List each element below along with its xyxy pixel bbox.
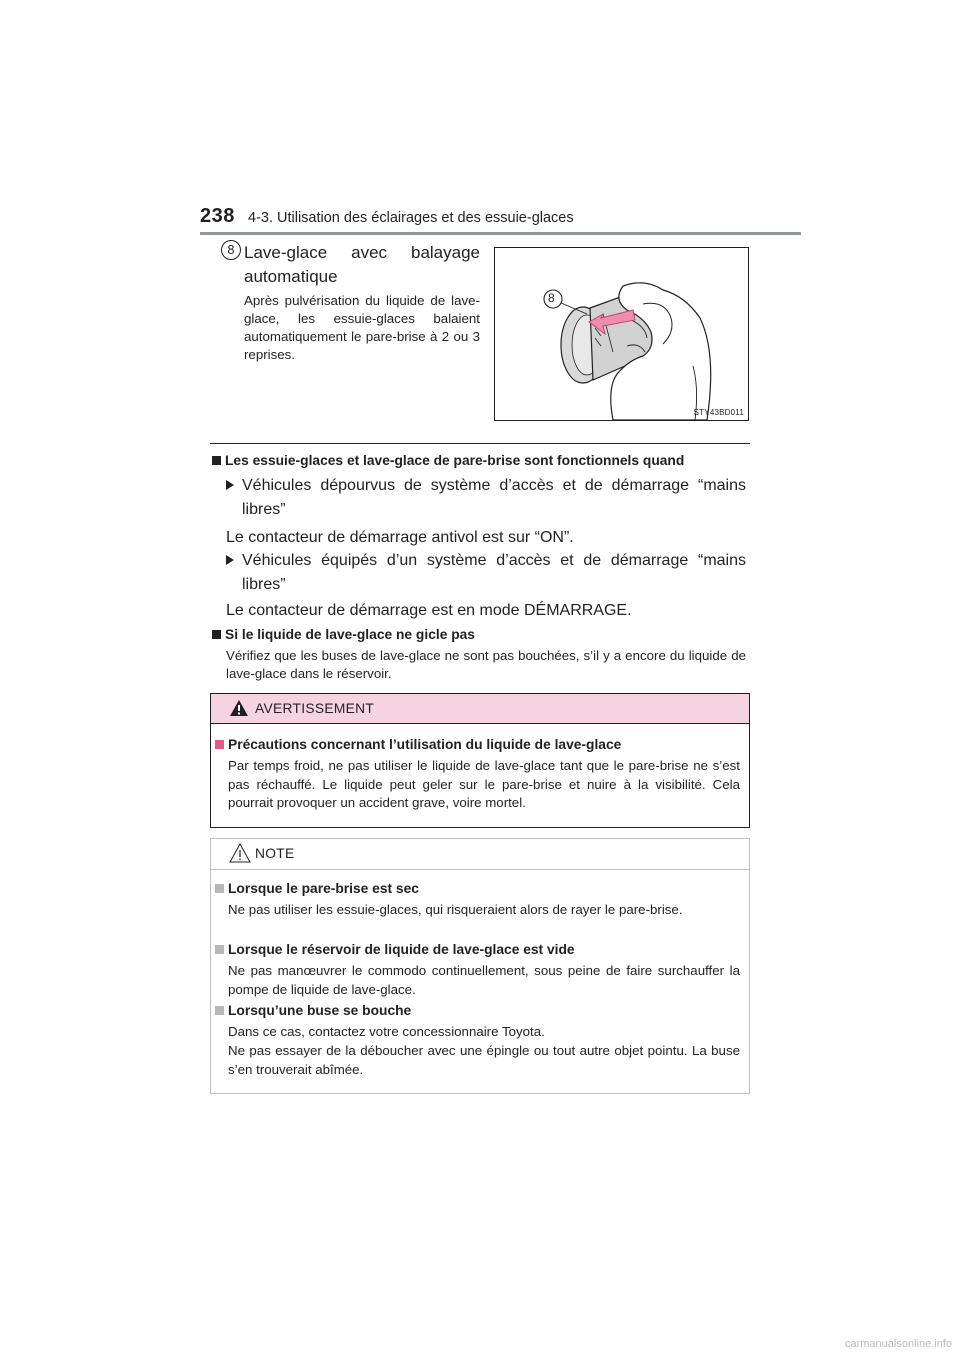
page-number: 238 — [200, 205, 235, 227]
section-body: Vérifiez que les buses de lave-glace ne sont pas bouchées, s’il y a encore du liquide de lave-glace dans le réservoir. — [226, 648, 746, 681]
bullet-item — [226, 474, 746, 522]
watermark: carmanualsonline.info — [844, 1338, 952, 1350]
note-box — [210, 838, 750, 1094]
section-heading-text: Si le liquide de lave-glace ne gicle pas — [225, 627, 475, 642]
chapter-title: 4-3. Utilisation des éclairages et des essuie-glaces — [248, 210, 574, 226]
note-heading-text: Lorsqu’une buse se bouche — [228, 1003, 412, 1018]
square-bullet-icon — [215, 884, 224, 893]
section-heading-text: Les essuie-glaces et lave-glace de pare-brise sont fonctionnels quand — [225, 453, 685, 468]
warning-text: Par temps froid, ne pas utiliser le liquide de lave-glace tant que le pare-brise ne s’est pas réchauffé. Le liquide peut geler sur le pare-brise et nuire à la visibilité. Cela pourrait provoquer un accident grave, voire mortel. — [228, 758, 740, 810]
figure-callout-number: 8 — [548, 291, 555, 305]
note-item-text: Ne pas utiliser les essuie-glaces, qui risqueraient alors de rayer le pare-brise. — [228, 902, 683, 917]
warning-box — [210, 693, 750, 828]
warning-heading-text: Précautions concernant l’utilisation du liquide de lave-glace — [228, 737, 622, 752]
square-bullet-icon — [212, 630, 221, 639]
section-heading — [212, 453, 684, 468]
wiper-lever-illustration — [494, 247, 749, 421]
header-rule — [200, 232, 801, 235]
warning-header — [211, 694, 749, 724]
note-item-text: Ne pas essayer de la déboucher avec une épingle ou tout autre objet pointu. La buse s’en trouverait abîmée. — [228, 1043, 740, 1077]
note-header — [211, 839, 749, 870]
note-item-heading — [215, 881, 419, 896]
note-item-heading — [215, 1003, 411, 1018]
triangle-bullet-icon — [226, 480, 234, 490]
warning-heading — [215, 737, 621, 752]
feature-description: Après pulvérisation du liquide de lave-glace, les essuie-glaces balaient automatiquement le pare-brise à 2 ou 3 reprises. — [244, 293, 480, 362]
feature-title-line2: automatique — [244, 267, 338, 286]
body-text: Le contacteur de démarrage est en mode DÉMARRAGE. — [226, 602, 632, 619]
square-bullet-icon — [215, 1006, 224, 1015]
feature-title-line1: Lave-glace avec balayage — [244, 243, 480, 262]
caution-triangle-icon — [229, 843, 251, 863]
feature-number-badge: 8 — [221, 240, 241, 260]
note-item-text: Dans ce cas, contactez votre concessionnaire Toyota. — [228, 1024, 545, 1039]
lever-drawing — [495, 248, 748, 420]
warning-label: AVERTISSEMENT — [255, 701, 375, 716]
bullet-text: Véhicules équipés d’un système d’accès et de démarrage “mains libres” — [242, 552, 746, 593]
body-text: Le contacteur de démarrage antivol est sur “ON”. — [226, 529, 574, 546]
note-heading-text: Lorsque le pare-brise est sec — [228, 881, 419, 896]
warning-triangle-icon — [229, 699, 249, 717]
section-divider — [210, 443, 750, 444]
figure-code: STY43BD011 — [693, 408, 744, 417]
triangle-bullet-icon — [226, 555, 234, 565]
note-item-text: Ne pas manœuvrer le commodo continuellement, sous peine de faire surchauffer la pompe de liquide de lave-glace. — [228, 963, 740, 997]
bullet-text: Véhicules dépourvus de système d’accès et de démarrage “mains libres” — [242, 477, 746, 518]
note-item-heading — [215, 942, 575, 957]
square-bullet-icon — [212, 456, 221, 465]
bullet-item — [226, 549, 746, 597]
section-heading — [212, 627, 475, 642]
note-heading-text: Lorsque le réservoir de liquide de lave-glace est vide — [228, 942, 575, 957]
note-label: NOTE — [255, 846, 295, 861]
square-bullet-icon — [215, 740, 224, 749]
square-bullet-icon — [215, 945, 224, 954]
feature-title — [244, 241, 480, 289]
